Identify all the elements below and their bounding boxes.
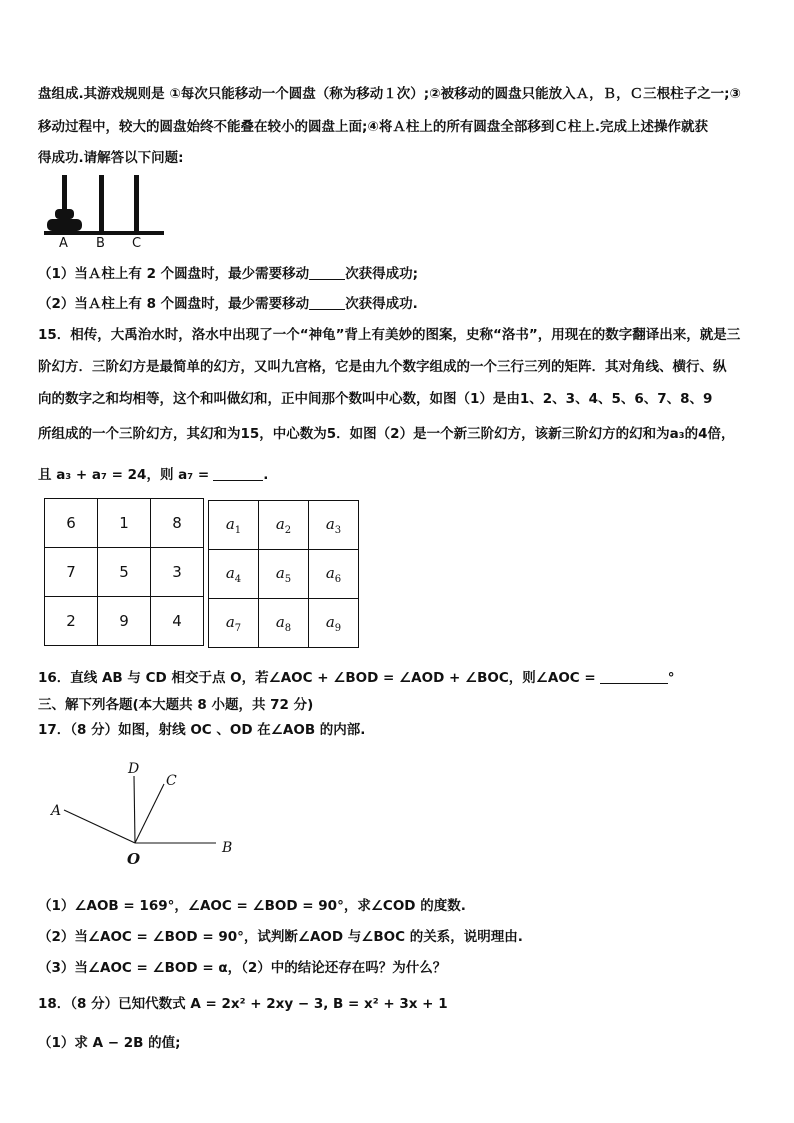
q15-text-line2: 阶幻方．三阶幻方是最简单的幻方，又叫九宫格，它是由九个数字组成的一个三行三列的矩阵．其对角线、横行、纵 [38,359,727,375]
disk-large [47,219,82,231]
q15-text-line3: 向的数字之和均相等，这个和叫做幻和，正中间那个数叫中心数，如图（1）是由1、2、3、4、5、6、7、8、9 [38,391,713,407]
q14-text-line2: 移动过程中，较大的圆盘始终不能叠在较小的圆盘上面;④将Ａ柱上的所有圆盘全部移到Ｃ柱上.完成上述操作就获 [38,119,708,135]
q14-text-line1: 盘组成.其游戏规则是 ①每次只能移动一个圆盘（称为移动１次）;②被移动的圆盘只能放入Ａ，Ｂ，Ｃ三根柱子之一;③ [38,86,741,102]
label-c: C [166,773,177,789]
disk-small [55,209,74,219]
q15-text-line1: 15．相传，大禹治水时，洛水中出现了一个“神龟”背上有美妙的图案，史称“洛书”，用现在的数字翻译出来，就是三 [38,327,741,343]
magic-square-1-cell: 8 [151,499,204,548]
magic-square-figure-2 [208,500,359,648]
magic-square-2-cell: $a_5$ [259,550,309,599]
label-a: A [51,803,62,819]
magic-square-2-row [209,599,359,648]
q14-sub2-prefix: （2）当Ａ柱上有 8 个圆盘时，最少需要移动 [38,296,310,312]
magic-square-1-cell: 6 [45,499,98,548]
hanoi-figure [38,172,198,252]
q16-text [38,666,674,686]
peg-label-b: B [96,236,105,251]
magic-square-2-cell: $a_3$ [309,501,359,550]
q15-line5-end: . [263,467,269,483]
magic-square-figure-1 [44,498,204,646]
q16-answer-blank[interactable] [600,671,668,684]
magic-square-2-cell: $a_8$ [259,599,309,648]
section-3-heading: 三、解下列各题(本大题共 8 小题，共 72 分) [38,697,314,713]
magic-square-1-cell: 3 [151,548,204,597]
ray-od [134,776,135,843]
magic-square-1-cell: 9 [98,597,151,646]
q15-text-line4: 所组成的一个三阶幻方，其幻和为15，中心数为5．如图（2）是一个新三阶幻方，该新三阶幻方的幻和为a₃的4倍， [38,426,735,442]
q16-degree: ° [667,670,675,686]
magic-square-1-row [45,499,204,548]
q15-text-line5 [38,463,268,483]
label-o: O [127,850,141,868]
q14-sub1-blank[interactable] [309,267,345,280]
peg-c [134,175,139,232]
magic-square-2-cell: $a_6$ [309,550,359,599]
magic-square-1-row [45,597,204,646]
magic-square-1-cell: 7 [45,548,98,597]
magic-square-2-cell: $a_1$ [209,501,259,550]
label-d: D [128,761,140,777]
magic-square-2-cell: $a_2$ [259,501,309,550]
magic-square-1-cell: 2 [45,597,98,646]
ray-oc [135,784,164,843]
magic-square-1-cell: 5 [98,548,151,597]
q16-stem: 16．直线 AB 与 CD 相交于点 O，若∠AOC + ∠BOD = ∠AOD + ∠BOC，则∠AOC = [38,670,596,686]
q17-sub2: （2）当∠AOC = ∠BOD = 90°，试判断∠AOD 与∠BOC 的关系，说明理由. [38,929,523,945]
magic-square-2-row [209,501,359,550]
q15-answer-blank[interactable] [213,468,263,481]
q14-sub2 [38,292,418,312]
magic-square-2-cell: $a_9$ [309,599,359,648]
magic-square-2-cell: $a_4$ [209,550,259,599]
q17-sub3: （3）当∠AOC = ∠BOD = α，（2）中的结论还存在吗？为什么？ [38,960,447,976]
q17-stem: 17．（8 分）如图，射线 OC 、OD 在∠AOB 的内部. [38,722,366,738]
magic-square-1-cell: 4 [151,597,204,646]
magic-square-1-cell: 1 [98,499,151,548]
magic-square-2-row [209,550,359,599]
peg-b [99,175,104,232]
q17-sub1: （1）∠AOB = 169°，∠AOC = ∠BOD = 90°，求∠COD 的度数. [38,898,466,914]
q17-angle-figure [48,758,258,868]
magic-square-2-cell: $a_7$ [209,599,259,648]
q18-stem: 18．（8 分）已知代数式 A = 2x² + 2xy − 3, B = x² + 3x + 1 [38,996,448,1012]
ray-oa [64,810,135,843]
q14-sub2-blank[interactable] [309,297,345,310]
peg-label-c: C [132,236,142,251]
q14-sub1-suffix: 次获得成功; [345,266,419,282]
q18-sub1: （1）求 A − 2B 的值; [38,1035,181,1051]
q15-condition: 且 a₃ + a₇ = 24，则 a₇ = [38,467,210,483]
q14-text-line3: 得成功.请解答以下问题: [38,150,184,166]
label-b: B [222,840,233,856]
q14-sub2-suffix: 次获得成功. [345,296,418,312]
q14-sub1-prefix: （1）当Ａ柱上有 2 个圆盘时，最少需要移动 [38,266,310,282]
peg-label-a: A [59,236,68,251]
magic-square-1-row [45,548,204,597]
q14-sub1 [38,262,418,282]
